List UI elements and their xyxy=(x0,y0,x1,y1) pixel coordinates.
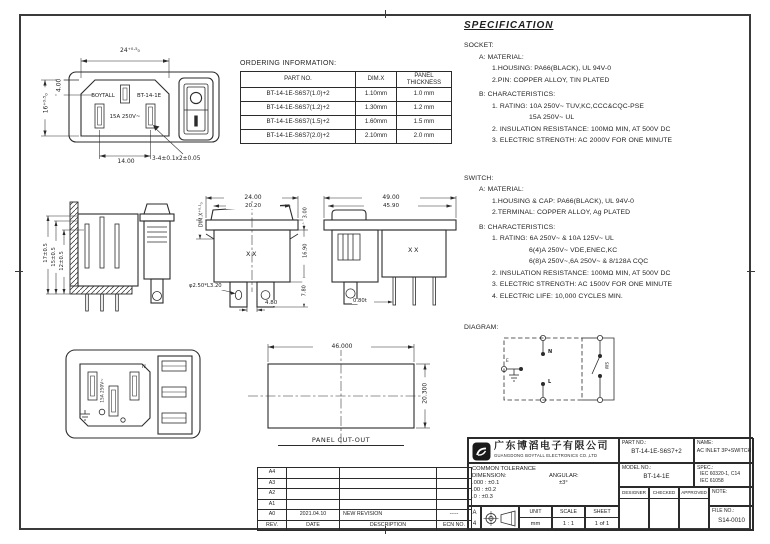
dim-flange-height: 3.00 xyxy=(303,201,309,225)
switch-long-side-art xyxy=(316,190,464,315)
pin-thickness-note: 0.80t xyxy=(353,297,367,304)
company-name-cn: 广东博滔电子有限公司 xyxy=(494,441,609,452)
terminal-e-label: E xyxy=(506,359,509,364)
switch-sw-label: SW xyxy=(603,361,609,370)
dim-terminal-height: 7.80 xyxy=(302,278,308,304)
approved-label: APPROVED xyxy=(680,488,708,499)
angular-value: ±3° xyxy=(559,480,568,486)
part-no-cell: BT-14-1E-S6S7(1.0)+2 xyxy=(241,88,356,102)
register-tick xyxy=(385,10,386,18)
company-name-en: GUANGDONG BOYTALL ELECTRONICS CO.,LTD xyxy=(494,453,598,458)
projection-symbol-cell xyxy=(481,506,519,531)
tolerance-0: .0 : ±0.3 xyxy=(472,494,493,500)
spec-line: A: MATERIAL: xyxy=(479,186,524,193)
file-no-cell xyxy=(709,506,754,531)
ecn-header: ECN NO. xyxy=(437,520,472,531)
dim-long-width-inner: 45.90 xyxy=(364,203,418,209)
table-row xyxy=(241,130,452,144)
name-label: NAME: xyxy=(697,440,713,446)
sheet-cell xyxy=(585,506,619,531)
socket-heading: SOCKET: xyxy=(464,42,494,49)
dimx-cell: 1.60mm xyxy=(356,116,397,130)
model-no-label: MODEL NO.: xyxy=(622,465,652,471)
switch-front-view-drawing xyxy=(190,190,318,315)
spec-line: 15A 250V~ UL xyxy=(529,114,575,121)
panel-cutout-label: PANEL CUT-OUT xyxy=(278,436,404,446)
tolerance-00: .00 : ±0.2 xyxy=(472,487,497,493)
socket-rear-view-drawing xyxy=(58,340,208,445)
spec-cell xyxy=(694,463,754,487)
note-cell xyxy=(709,487,754,506)
switch-long-side-view-drawing xyxy=(316,190,464,315)
panel-header-line1: PANEL xyxy=(414,73,434,80)
spec-line: 2.PIN: COPPER ALLOY, TIN PLATED xyxy=(492,76,610,84)
model-no-value: BT-14-1E xyxy=(643,473,670,480)
rating-marking: 15A 250V~ xyxy=(109,114,141,120)
dim-terminal-pitch: 4.80 xyxy=(265,300,278,306)
switch-marking: XX xyxy=(246,250,258,258)
switch-section-view-drawing xyxy=(40,190,195,315)
register-tick xyxy=(15,271,23,272)
file-no-label: FILE NO.: xyxy=(712,508,735,514)
ordering-information xyxy=(240,60,454,144)
part-no-label: PART NO.: xyxy=(622,440,647,446)
model-no-cell xyxy=(619,463,694,487)
dim-switch-h2: 15±0.5 xyxy=(52,241,58,273)
dim-panel-thickness: DIM.X⁺⁰·¹₀ xyxy=(199,195,205,235)
description-cell: NEW REVISION xyxy=(340,510,437,521)
spec-value-2: IEC 61058 xyxy=(700,477,724,484)
sheet-size-a: A xyxy=(472,510,477,516)
revision-row xyxy=(258,499,472,510)
revision-table xyxy=(257,467,467,530)
sheet-label: SHEET xyxy=(586,507,618,518)
spec-label: SPEC.: xyxy=(697,465,714,471)
description-cell xyxy=(340,478,437,489)
terminal-n-marking: N xyxy=(142,364,146,370)
dim-cutout-width: 46.000 xyxy=(313,344,371,351)
sheet-size-4: 4 xyxy=(472,521,477,527)
dim-switch-h1: 17±0.5 xyxy=(44,237,50,269)
model-marking: BT-14-1E xyxy=(136,93,162,99)
projection-symbol-icon xyxy=(482,507,518,530)
description-cell xyxy=(340,489,437,500)
date-header: DATE xyxy=(287,520,340,531)
scale-cell xyxy=(552,506,585,531)
part-no-cell: BT-14-1E-S6S7(1.2)+2 xyxy=(241,102,356,116)
rev-cell: A4 xyxy=(258,468,287,479)
rev-cell: A2 xyxy=(258,489,287,500)
ordering-table xyxy=(240,71,452,144)
rev-cell: A1 xyxy=(258,499,287,510)
designer-cell xyxy=(619,487,649,531)
spec-line: 1.HOUSING & CAP: PA66(BLACK), UL 94V-0 xyxy=(492,197,635,205)
spec-line: 6(8)A 250V~,6A 250V~ & 8/128A CQC xyxy=(529,258,649,265)
switch-heading: SWITCH: xyxy=(464,174,494,182)
spec-line: 1.HOUSING: PA66(BLACK), UL 94V-0 xyxy=(492,65,612,72)
spec-line: 3. ELECTRIC STRENGTH: AC 2000V FOR ONE MINUTE xyxy=(492,137,673,144)
dim-pin-offset: 4.00 xyxy=(57,72,64,98)
spec-line: B: CHARACTERISTICS: xyxy=(479,91,556,98)
spec-line: 1. RATING: 10A 250V~ TUV,KC,CCC&CQC-PSE xyxy=(492,102,645,110)
dimx-cell: 1.10mm xyxy=(356,88,397,102)
spec-value-1: IEC 60320-1, C14 xyxy=(700,471,741,477)
spec-line: 2. INSULATION RESISTANCE: 100MΩ MIN, AT 500V DC xyxy=(492,269,671,277)
table-row xyxy=(241,88,452,102)
angular-label: ANGULAR: xyxy=(549,473,579,479)
title-block xyxy=(467,437,753,530)
table-row xyxy=(241,102,452,116)
panel-cell: 1.5 mm xyxy=(397,116,452,130)
brand-marking: BOYTALL xyxy=(91,93,115,99)
diagram-heading: DIAGRAM: xyxy=(464,324,499,331)
dim-switch-h3: 12±0.5 xyxy=(60,245,66,277)
common-tolerance-label: COMMON TOLERANCE xyxy=(472,466,536,472)
description-cell xyxy=(340,499,437,510)
terminal-n-label: N xyxy=(548,349,553,355)
dimension-label: DIMENSION: xyxy=(472,473,507,479)
unit-label: UNIT xyxy=(520,507,551,518)
revision-header-row xyxy=(258,520,472,531)
sheet-size-cell xyxy=(468,506,481,531)
rev-cell: A3 xyxy=(258,478,287,489)
rev-header: REV. xyxy=(258,520,287,531)
date-cell xyxy=(287,468,340,479)
dim-cutout-height: 20.300 xyxy=(423,377,430,409)
panel-thickness-header xyxy=(397,72,452,88)
date-cell xyxy=(287,499,340,510)
spec-line: A: MATERIAL: xyxy=(479,53,524,61)
spec-line: 4. ELECTRIC LIFE: 10,000 CYCLES MIN. xyxy=(492,292,623,300)
name-cell xyxy=(694,438,754,463)
terminal-hole-note: φ2.50*L3.20 xyxy=(189,283,222,289)
dim-switch-width: 24.00 xyxy=(224,195,282,202)
spec-line: 1. RATING: 6A 250V~ & 10A 125V~ UL xyxy=(492,235,614,242)
dim-switch-width-inner: 20.20 xyxy=(226,203,280,209)
spec-line: B: CHARACTERISTICS: xyxy=(479,223,556,231)
switch-marking: XX xyxy=(408,246,420,254)
designer-label: DESIGNER xyxy=(620,488,648,499)
dim-socket-height: 16⁺⁰·⁵₀ xyxy=(44,87,51,119)
circuit-diagram-art xyxy=(492,328,624,418)
circuit-diagram xyxy=(492,328,624,418)
spec-line: 6(4)A 250V~ VDE,ENEC,KC xyxy=(529,246,618,254)
specification-section xyxy=(464,20,758,334)
rev-cell: A0 xyxy=(258,510,287,521)
date-cell: 2021.04.10 xyxy=(287,510,340,521)
socket-rear-art xyxy=(58,340,208,445)
tolerance-000: .000 : ±0.1 xyxy=(472,480,500,486)
scale-value: 1 : 1 xyxy=(562,521,575,527)
part-no-cell: BT-14-1E-S6S7(2.0)+2 xyxy=(241,130,356,144)
table-header-row xyxy=(241,72,452,88)
dim-pin-pitch: 14.00 xyxy=(100,159,152,166)
dimx-cell: 2.10mm xyxy=(356,130,397,144)
date-cell xyxy=(287,489,340,500)
panel-cell: 1.2 mm xyxy=(397,102,452,116)
part-no-cell xyxy=(619,438,694,463)
spec-line: 3. ELECTRIC STRENGTH: AC 1500V FOR ONE MINUTE xyxy=(492,281,673,288)
spec-line: 2. INSULATION RESISTANCE: 100MΩ MIN, AT 500V DC xyxy=(492,125,671,133)
part-no-value: BT-14-1E-S6S7+2 xyxy=(631,448,682,455)
revision-row xyxy=(258,478,472,489)
approved-cell xyxy=(679,487,709,531)
tolerance-cell xyxy=(468,463,619,506)
unit-cell xyxy=(519,506,552,531)
ecn-cell: ----- xyxy=(437,510,472,521)
socket-front-view-drawing xyxy=(33,44,233,176)
dim-long-width: 49.00 xyxy=(362,195,420,202)
company-cell xyxy=(468,438,619,463)
note-label: NOTE: xyxy=(712,489,728,495)
panel-cell: 2.0 mm xyxy=(397,130,452,144)
socket-front-view-art xyxy=(33,44,233,176)
date-cell xyxy=(287,478,340,489)
checked-label: CHECKED xyxy=(650,488,678,499)
specification-title: SPECIFICATION xyxy=(464,20,554,31)
dim-socket-width: 24⁺⁰·⁵₀ xyxy=(89,48,171,55)
dimx-cell: 1.30mm xyxy=(356,102,397,116)
panel-cell: 1.0 mm xyxy=(397,88,452,102)
panel-cutout-drawing xyxy=(238,334,433,452)
part-no-header: PART NO. xyxy=(241,72,356,88)
company-logo xyxy=(472,442,491,461)
rating-marking: 15A 250V~ xyxy=(100,378,106,403)
ordering-title: ORDERING INFORMATION: xyxy=(240,60,337,67)
file-no-value: S14-0010 xyxy=(718,517,745,524)
checked-cell xyxy=(649,487,679,531)
panel-cutout-art xyxy=(238,334,433,452)
table-row xyxy=(241,116,452,130)
scale-label: SCALE xyxy=(553,507,584,518)
unit-value: mm xyxy=(530,521,541,527)
description-header: DESCRIPTION xyxy=(340,520,437,531)
panel-header-line2: THICKNESS xyxy=(406,79,442,86)
dimx-header: DIM.X xyxy=(356,72,397,88)
terminal-l-label: L xyxy=(548,379,552,385)
spec-line: 2.TERMINAL: COPPER ALLOY, Ag PLATED xyxy=(492,209,631,216)
revision-row xyxy=(258,489,472,500)
part-no-cell: BT-14-1E-S6S7(1.5)+2 xyxy=(241,116,356,130)
hole-size-note: 3-4±0.1x2±0.05 xyxy=(152,156,201,162)
description-cell xyxy=(340,468,437,479)
sheet-value: 1 of 1 xyxy=(594,521,610,527)
revision-row xyxy=(258,510,472,521)
name-value: AC INLET 3P+SWITCH xyxy=(696,448,752,454)
dim-body-height: 16.90 xyxy=(303,237,309,265)
revision-row xyxy=(258,468,472,479)
